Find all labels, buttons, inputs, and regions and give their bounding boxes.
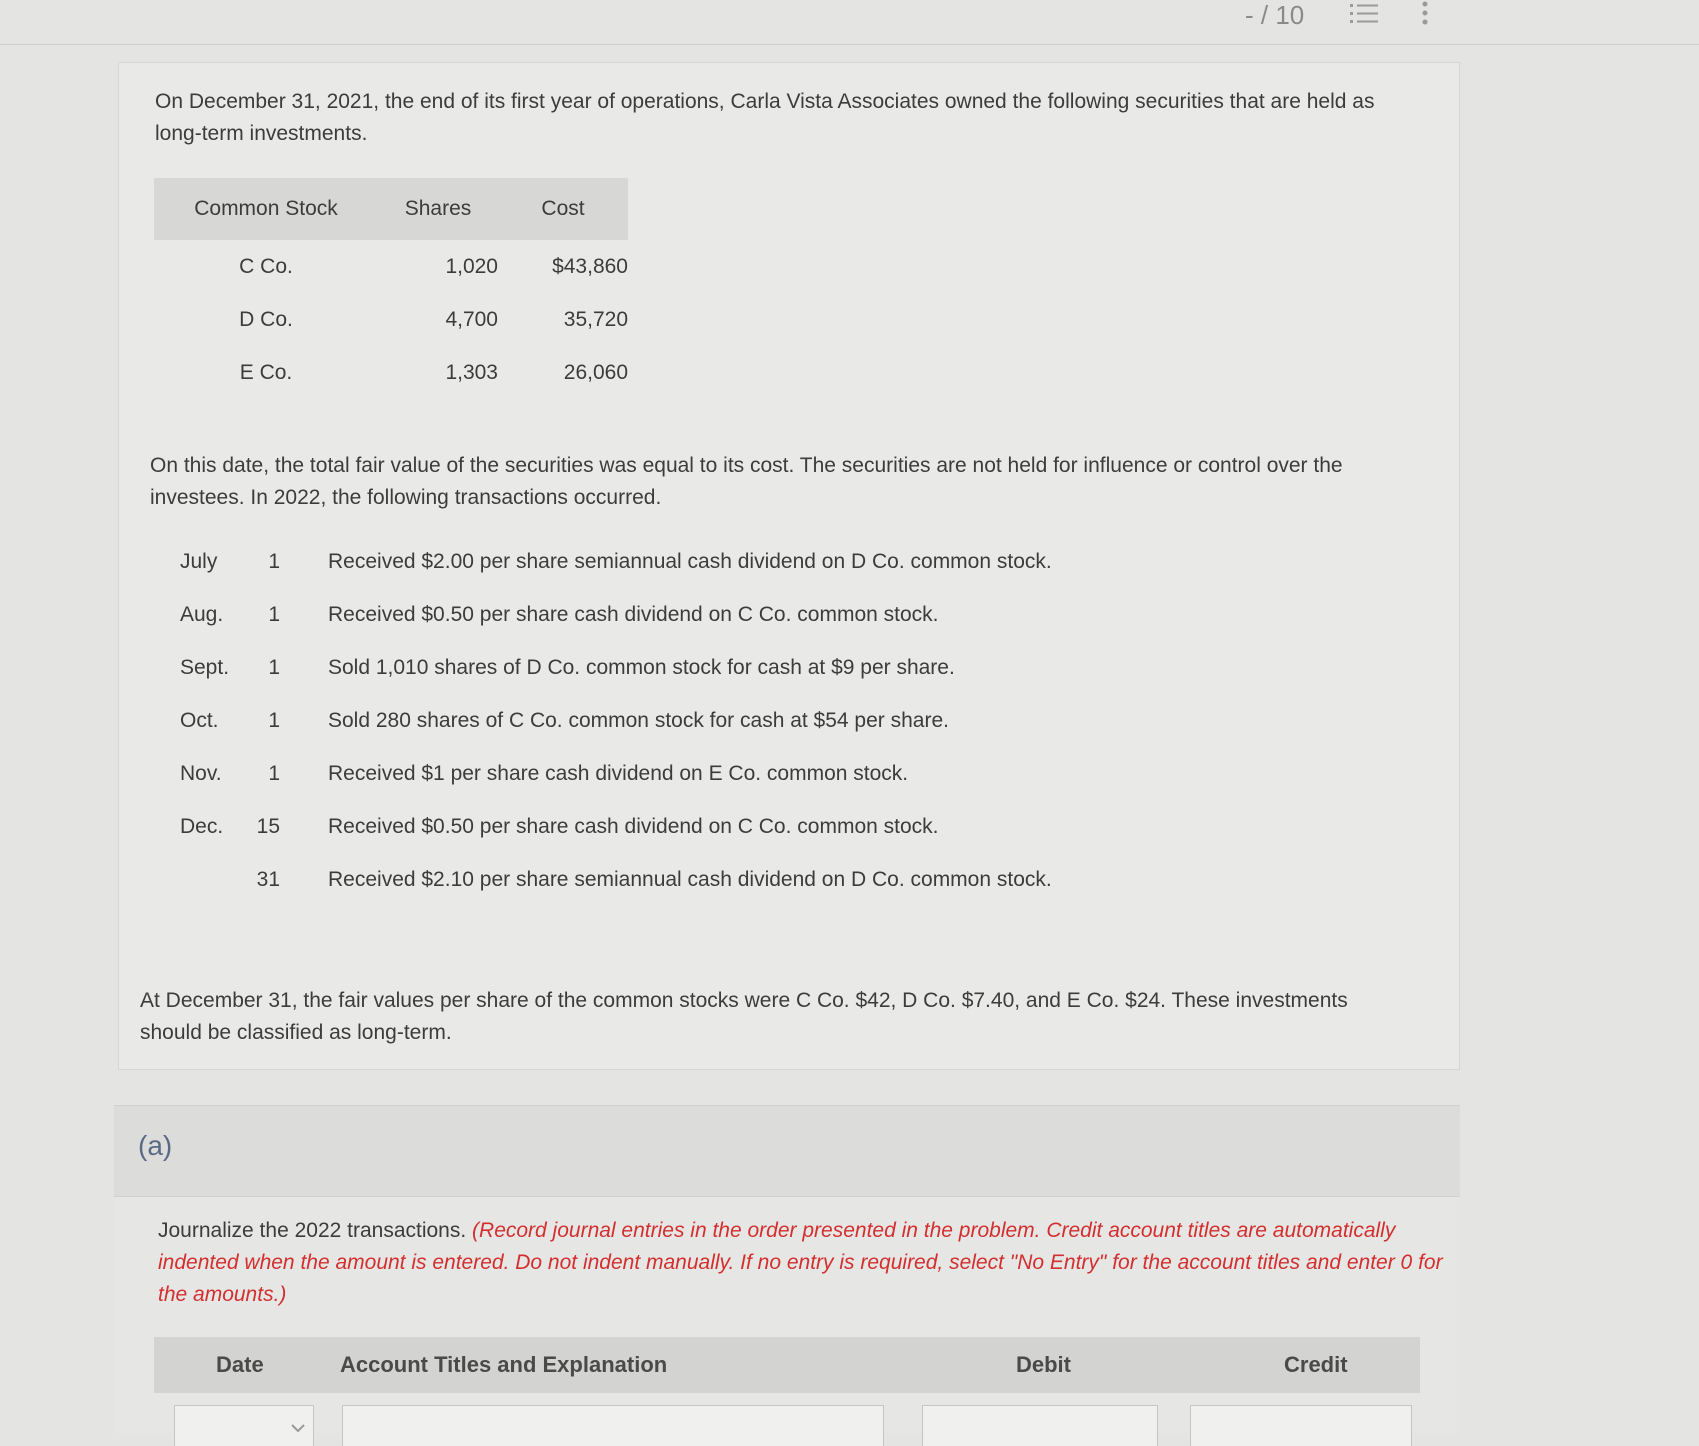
tx-description: Received $0.50 per share cash dividend on C Co. common stock.: [328, 815, 939, 838]
list-icon[interactable]: [1350, 2, 1378, 26]
tx-day: 1: [268, 550, 280, 573]
stock-name: E Co.: [239, 360, 293, 384]
securities-table-header: [154, 178, 628, 240]
stock-cost: 35,720: [563, 307, 628, 331]
stock-shares: 4,700: [445, 307, 498, 331]
stock-name: C Co.: [239, 254, 293, 278]
header-shares: Shares: [378, 178, 498, 240]
tx-month: Sept.: [180, 656, 230, 679]
part-a-instructions: [158, 1215, 1448, 1311]
tx-month: July: [180, 550, 218, 573]
stock-name: D Co.: [239, 307, 293, 331]
debit-input[interactable]: [922, 1405, 1158, 1446]
securities-table: [154, 178, 628, 399]
tx-day: 31: [256, 868, 280, 891]
instruction-note: (Record journal entries in the order presented in the problem. Credit account titles are automatically indented when the amount is entered. Do not indent manually. If no entry is required, select "No Entry" for the account titles and enter 0 for the amounts.): [158, 1219, 1443, 1306]
stock-cost: $43,860: [552, 254, 628, 278]
viewer-toolbar: [0, 0, 1699, 45]
stock-shares: 1,020: [445, 254, 498, 278]
tx-month: Aug.: [180, 603, 224, 626]
tx-description: Received $0.50 per share cash dividend on C Co. common stock.: [328, 603, 939, 626]
date-select[interactable]: [174, 1405, 314, 1446]
page-indicator: - / 10: [1245, 0, 1305, 30]
tx-month: Oct.: [180, 709, 219, 732]
tx-description: Received $1 per share cash dividend on E Co. common stock.: [328, 762, 909, 785]
header-credit: Credit: [1284, 1352, 1348, 1377]
header-common-stock: Common Stock: [154, 178, 378, 240]
tx-description: Sold 1,010 shares of D Co. common stock for cash at $9 per share.: [328, 656, 955, 679]
part-a-header: [114, 1105, 1460, 1197]
header-date: Date: [216, 1352, 264, 1377]
instruction-text: Journalize the 2022 transactions.: [158, 1219, 473, 1242]
problem-paragraph-3: At December 31, the fair values per share of the common stocks were C Co. $42, D Co. $7.40, and E Co. $24. These investments should be classified as long-term.: [140, 989, 1348, 1044]
tx-description: Sold 280 shares of C Co. common stock for cash at $54 per share.: [328, 709, 949, 732]
tx-month: Nov.: [180, 762, 222, 785]
part-a-section: [114, 1105, 1460, 1433]
tx-month: Dec.: [180, 815, 224, 838]
tx-description: Received $2.00 per share semiannual cash dividend on D Co. common stock.: [328, 550, 1052, 573]
account-title-input[interactable]: [342, 1405, 884, 1446]
header-debit: Debit: [1016, 1352, 1071, 1377]
header-cost: Cost: [498, 178, 628, 240]
credit-input[interactable]: [1190, 1405, 1412, 1446]
tx-day: 1: [268, 656, 280, 679]
problem-paragraph-2: On this date, the total fair value of the securities was equal to its cost. The securities are not held for influence or control over the investees. In 2022, the following transactions occurred.: [150, 454, 1343, 509]
table-row: [154, 346, 628, 399]
header-account-titles: Account Titles and Explanation: [340, 1352, 668, 1377]
part-label: (a): [138, 1130, 173, 1161]
chevron-down-icon: [291, 1424, 305, 1433]
tx-day: 1: [268, 709, 280, 732]
problem-intro: On December 31, 2021, the end of its first year of operations, Carla Vista Associates owned the following securities that are held as long-term investments.: [155, 90, 1375, 145]
tx-description: Received $2.10 per share semiannual cash dividend on D Co. common stock.: [328, 868, 1052, 891]
journal-table-header: [154, 1337, 1420, 1393]
more-vertical-icon[interactable]: [1420, 0, 1430, 28]
stock-shares: 1,303: [445, 360, 498, 384]
tx-day: 1: [268, 603, 280, 626]
stock-cost: 26,060: [563, 360, 628, 384]
table-row: [154, 240, 628, 293]
tx-day: 15: [256, 815, 280, 838]
journal-entry-row: [154, 1405, 1420, 1445]
tx-day: 1: [268, 762, 280, 785]
table-row: [154, 293, 628, 346]
